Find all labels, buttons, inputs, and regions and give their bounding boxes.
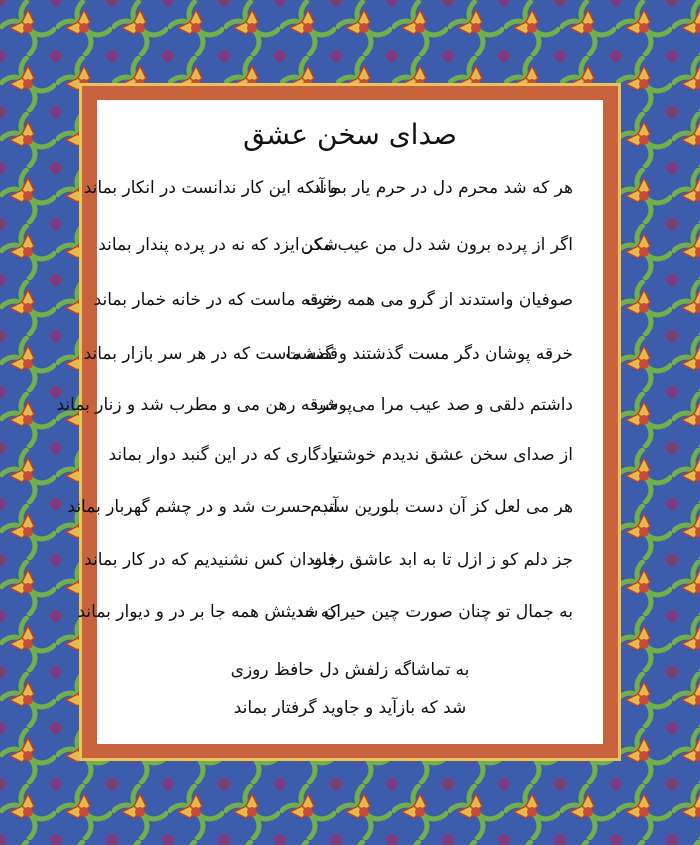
couplet bbox=[84, 550, 603, 590]
hemistich-first: خرقه پوشان دگر مست گذشتند و گذشت bbox=[285, 344, 573, 364]
hemistich-second: آب حسرت شد و در چشم گهربار بماند bbox=[67, 497, 338, 517]
final-hemistich-second: شد که بازآید و جاوید گرفتار بماند bbox=[233, 698, 467, 718]
hemistich-first: اگر از پرده برون شد دل من عیب مکن bbox=[300, 235, 573, 255]
hemistich-second: خرقه ماست که در خانه خمار بماند bbox=[93, 290, 338, 310]
hemistich-second: شکر ایزد که نه در پرده پندار بماند bbox=[98, 235, 338, 255]
hemistich-first: داشتم دلقی و صد عیب مرا می‌پوشید bbox=[310, 395, 573, 415]
hemistich-second: یادگاری که در این گنبد دوار بماند bbox=[108, 445, 338, 465]
hemistich-first: هر که شد محرم دل در حرم یار بماند bbox=[313, 178, 573, 198]
couplet bbox=[56, 395, 603, 435]
couplet bbox=[67, 497, 603, 537]
hemistich-second: جاودان کس نشنیدیم که در کار بماند bbox=[84, 550, 338, 570]
poem-title: صدای سخن عشق bbox=[243, 118, 457, 151]
couplet bbox=[97, 445, 603, 485]
hemistich-second: قصه ماست که در هر سر بازار بماند bbox=[83, 344, 338, 364]
couplet bbox=[83, 178, 603, 218]
hemistich-second: خرقه رهن می و مطرب شد و زنار بماند bbox=[56, 395, 338, 415]
couplet bbox=[97, 235, 603, 275]
hemistich-first: به جمال تو چنان صورت چین حیران شد bbox=[295, 602, 573, 622]
hemistich-second: و آنکه این کار ندانست در انکار بماند bbox=[83, 178, 338, 198]
hemistich-first: جز دلم کو ز ازل تا به ابد عاشق رفت bbox=[311, 550, 573, 570]
hemistich-second: که حدیثش همه جا بر در و دیوار بماند bbox=[77, 602, 338, 622]
poem-panel bbox=[56, 100, 603, 744]
hemistich-first: صوفیان واستدند از گرو می همه رخت bbox=[306, 290, 573, 310]
couplet bbox=[83, 344, 603, 384]
hemistich-first: هر می لعل کز آن دست بلورین ستدم bbox=[310, 497, 573, 517]
final-hemistich-first: به تماشاگه زلفش دل حافظ روزی bbox=[230, 660, 470, 680]
hemistich-first: از صدای سخن عشق ندیدم خوشتر bbox=[328, 445, 573, 465]
couplet bbox=[77, 602, 603, 642]
couplet bbox=[93, 290, 603, 330]
